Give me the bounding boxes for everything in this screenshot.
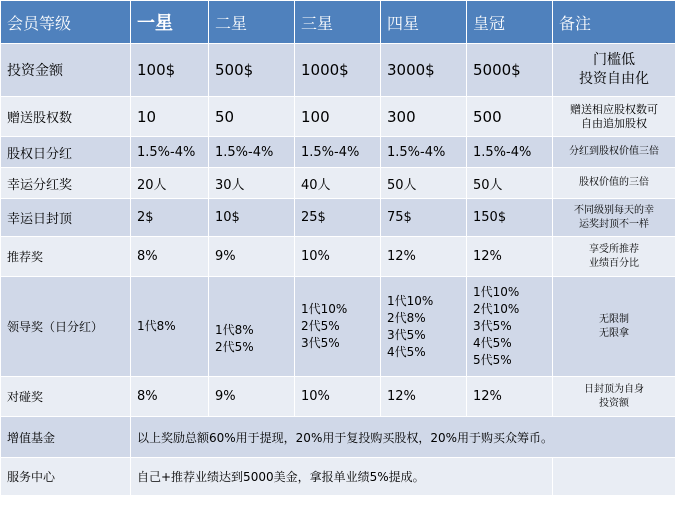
tier-line: 3代5% xyxy=(301,336,340,350)
note-line: 自由追加股权 xyxy=(581,116,647,130)
tier-line: 2代8% xyxy=(387,310,426,325)
cell xyxy=(209,277,295,377)
cell: 500 xyxy=(467,97,553,137)
tier-line: 1代10% xyxy=(301,302,348,316)
row-service xyxy=(1,458,675,496)
tier-line: 1代8% xyxy=(215,322,254,337)
header-two-star: 二星 xyxy=(209,1,295,44)
note-line: 运奖封顶不一样 xyxy=(579,218,649,230)
note-line: 门槛低 xyxy=(593,52,635,68)
row-fund xyxy=(1,417,675,458)
row-label: 增值基金 xyxy=(1,417,131,458)
fund-text: 以上奖励总额60%用于提现，20%用于复投购买股权，20%用于购买众筹币。 xyxy=(131,417,675,458)
header-four-star: 四星 xyxy=(381,1,467,44)
service-text: 自己+推荐业绩达到5000美金，拿报单业绩5%提成。 xyxy=(131,458,553,496)
note-line: 享受所推荐 xyxy=(589,243,639,255)
note xyxy=(553,237,675,277)
note xyxy=(553,44,675,97)
cell: 2$ xyxy=(131,199,209,237)
cell: 3000$ xyxy=(381,44,467,97)
cell: 1.5%-4% xyxy=(295,137,381,168)
cell: 1.5%-4% xyxy=(131,137,209,168)
cell: 100 xyxy=(295,97,381,137)
row-label: 领导奖（日分红） xyxy=(1,277,131,377)
row-label: 投资金额 xyxy=(1,44,131,97)
tier-line: 4代5% xyxy=(387,344,426,359)
cell xyxy=(381,277,467,377)
tier-line: 2代5% xyxy=(301,319,340,333)
header-three-star: 三星 xyxy=(295,1,381,44)
cell: 1.5%-4% xyxy=(467,137,553,168)
tier-line: 1代10% xyxy=(387,293,434,308)
cell: 75$ xyxy=(381,199,467,237)
cell: 9% xyxy=(209,377,295,417)
header-crown: 皇冠 xyxy=(467,1,553,44)
header-row xyxy=(1,1,675,44)
tier-line: 3代5% xyxy=(387,327,426,342)
cell: 9% xyxy=(209,237,295,277)
row-label: 服务中心 xyxy=(1,458,131,496)
row-label: 幸运分红奖 xyxy=(1,168,131,199)
header-note: 备注 xyxy=(553,1,675,44)
note-line: 投资额 xyxy=(599,397,629,409)
cell: 10% xyxy=(295,237,381,277)
note-line: 赠送相应股权数可 xyxy=(570,102,658,116)
cell xyxy=(467,277,553,377)
note-line: 不同级别每天的幸 xyxy=(574,204,654,216)
service-note xyxy=(553,458,675,496)
cell xyxy=(295,277,381,377)
row-lucky-dividend xyxy=(1,168,675,199)
header-one-star: 一星 xyxy=(131,1,209,44)
tier-line: 4代5% xyxy=(473,336,512,350)
cell: 5000$ xyxy=(467,44,553,97)
cell: 1000$ xyxy=(295,44,381,97)
note-line: 无限制 xyxy=(599,313,629,325)
note xyxy=(553,277,675,377)
cell: 8% xyxy=(131,237,209,277)
header-level: 会员等级 xyxy=(1,1,131,44)
row-daily-dividend xyxy=(1,137,675,168)
note xyxy=(553,199,675,237)
cell: 50 xyxy=(209,97,295,137)
cell: 500$ xyxy=(209,44,295,97)
cell: 40人 xyxy=(295,168,381,199)
note-line: 日封顶为自身 xyxy=(584,383,644,395)
cell xyxy=(131,277,209,377)
note xyxy=(553,97,675,137)
row-lucky-cap xyxy=(1,199,675,237)
row-label: 幸运日封顶 xyxy=(1,199,131,237)
cell: 10 xyxy=(131,97,209,137)
cell: 12% xyxy=(381,377,467,417)
note xyxy=(553,377,675,417)
cell: 25$ xyxy=(295,199,381,237)
cell: 50人 xyxy=(381,168,467,199)
cell: 12% xyxy=(467,237,553,277)
cell: 10$ xyxy=(209,199,295,237)
tier-line: 1代8% xyxy=(137,319,176,333)
tier-line: 1代10% xyxy=(473,285,520,299)
row-label: 赠送股权数 xyxy=(1,97,131,137)
cell: 30人 xyxy=(209,168,295,199)
tier-line: 5代5% xyxy=(473,353,512,367)
note: 分红到股权价值三倍 xyxy=(553,137,675,168)
cell: 10% xyxy=(295,377,381,417)
cell: 1.5%-4% xyxy=(381,137,467,168)
row-referral xyxy=(1,237,675,277)
row-label: 对碰奖 xyxy=(1,377,131,417)
note-line: 无限拿 xyxy=(599,327,629,339)
note-line: 投资自由化 xyxy=(579,71,649,87)
row-label: 推荐奖 xyxy=(1,237,131,277)
tier-line: 2代5% xyxy=(215,339,254,354)
cell: 50人 xyxy=(467,168,553,199)
row-investment xyxy=(1,44,675,97)
cell: 8% xyxy=(131,377,209,417)
tier-line: 3代5% xyxy=(473,319,512,333)
cell: 300 xyxy=(381,97,467,137)
cell: 150$ xyxy=(467,199,553,237)
row-label: 股权日分红 xyxy=(1,137,131,168)
row-bonus-shares xyxy=(1,97,675,137)
note: 股权价值的三倍 xyxy=(553,168,675,199)
tier-line: 2代10% xyxy=(473,302,520,316)
row-pairing xyxy=(1,377,675,417)
cell: 100$ xyxy=(131,44,209,97)
note-line: 业绩百分比 xyxy=(589,257,639,269)
cell: 1.5%-4% xyxy=(209,137,295,168)
cell: 20人 xyxy=(131,168,209,199)
cell: 12% xyxy=(381,237,467,277)
row-leadership xyxy=(1,277,675,377)
cell: 12% xyxy=(467,377,553,417)
